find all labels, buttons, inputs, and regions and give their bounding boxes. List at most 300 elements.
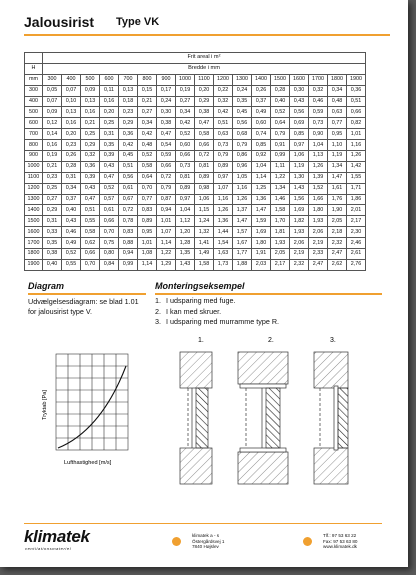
table-cell: 1,35 — [176, 249, 195, 260]
table-cell: 0,47 — [81, 194, 100, 205]
table-cell: 1,63 — [214, 249, 233, 260]
table-cell: 2,32 — [328, 238, 347, 249]
table-cell: 0,59 — [309, 107, 328, 118]
table-cell: 0,72 — [119, 205, 138, 216]
table-cell: 1,07 — [214, 183, 233, 194]
table-cell: 1,41 — [195, 238, 214, 249]
table-cell: 2,05 — [328, 216, 347, 227]
row-height-value: 700 — [25, 129, 43, 140]
table-row — [25, 216, 366, 227]
table-row — [25, 205, 366, 216]
table-row — [25, 107, 366, 118]
table-cell: 0,98 — [195, 183, 214, 194]
table-cell: 1,01 — [157, 216, 176, 227]
table-cell: 1,28 — [176, 238, 195, 249]
table-cell: 1,37 — [233, 205, 252, 216]
table-cell: 0,16 — [43, 140, 62, 151]
figure-1-label: 1. — [198, 337, 204, 344]
table-cell: 0,52 — [100, 183, 119, 194]
table-cell: 0,18 — [119, 96, 138, 107]
table-row — [25, 249, 366, 260]
table-cell: 1,16 — [233, 183, 252, 194]
table-cell: 1,88 — [233, 259, 252, 270]
table-cell: 2,06 — [309, 227, 328, 238]
table-cell: 1,46 — [271, 194, 290, 205]
table-cell: 0,23 — [62, 140, 81, 151]
table-cell: 0,66 — [81, 249, 100, 260]
table-cell: 0,16 — [81, 107, 100, 118]
table-cell: 0,25 — [43, 183, 62, 194]
pressure-loss-chart — [28, 338, 146, 478]
table-cell: 0,28 — [62, 161, 81, 172]
table-cell: 1,86 — [347, 194, 366, 205]
table-cell: 0,27 — [43, 194, 62, 205]
table-cell: 1,58 — [271, 205, 290, 216]
table-cell: 0,64 — [271, 118, 290, 129]
table-row — [25, 151, 366, 162]
table-cell: 1,06 — [195, 194, 214, 205]
table-cell: 2,76 — [347, 259, 366, 270]
table-cell: 0,56 — [233, 118, 252, 129]
table-cell: 0,34 — [138, 118, 157, 129]
table-cell: 0,34 — [328, 85, 347, 96]
row-height-value: 300 — [25, 85, 43, 96]
mounting-item: 3. I udsparing med murramme type R. — [155, 317, 280, 326]
table-cell: 0,73 — [214, 140, 233, 151]
table-cell: 0,43 — [81, 183, 100, 194]
table-cell: 1,47 — [252, 205, 271, 216]
table-cell: 0,62 — [81, 238, 100, 249]
table-cell: 0,46 — [309, 96, 328, 107]
table-cell: 1,26 — [233, 194, 252, 205]
table-cell: 1,20 — [176, 227, 195, 238]
table-cell: 1,19 — [290, 161, 309, 172]
table-cell: 0,36 — [347, 85, 366, 96]
table-cell: 1,26 — [347, 151, 366, 162]
table-cell: 1,43 — [176, 259, 195, 270]
table-cell: 0,89 — [138, 216, 157, 227]
table-cell: 0,19 — [43, 151, 62, 162]
table-cell: 1,22 — [271, 172, 290, 183]
table-cell: 0,61 — [100, 205, 119, 216]
table-cell: 0,52 — [138, 151, 157, 162]
table-cell: 0,30 — [157, 107, 176, 118]
figure-2-label: 2. — [268, 337, 274, 344]
table-cell: 1,19 — [328, 151, 347, 162]
table-cell: 0,46 — [62, 227, 81, 238]
table-cell: 0,42 — [138, 129, 157, 140]
table-cell: 0,58 — [195, 129, 214, 140]
table-cell: 0,31 — [43, 216, 62, 227]
table-cell: 1,47 — [328, 172, 347, 183]
table-cell: 0,89 — [176, 183, 195, 194]
table-cell: 0,19 — [176, 85, 195, 96]
table-cell: 2,33 — [309, 249, 328, 260]
row-height-value: 1600 — [25, 227, 43, 238]
table-cell: 1,93 — [290, 227, 309, 238]
table-cell: 0,27 — [176, 96, 195, 107]
row-height-value: 1500 — [25, 216, 43, 227]
table-cell: 0,15 — [138, 85, 157, 96]
table-cell: 1,11 — [271, 161, 290, 172]
page-subtitle: Type VK — [116, 16, 160, 28]
table-cell: 0,68 — [233, 129, 252, 140]
table-cell: 2,17 — [347, 216, 366, 227]
table-row — [25, 161, 366, 172]
table-cell: 2,47 — [309, 259, 328, 270]
table-cell: 0,42 — [119, 140, 138, 151]
table-cell: 1,25 — [252, 183, 271, 194]
table-cell: 0,32 — [309, 85, 328, 96]
table-cell: 1,26 — [309, 161, 328, 172]
table-cell: 0,26 — [252, 85, 271, 96]
table-cell: 2,19 — [309, 238, 328, 249]
width-header: Bredde i mm — [43, 63, 366, 74]
footer-divider — [24, 523, 382, 524]
table-cell: 0,84 — [100, 259, 119, 270]
table-cell: 0,60 — [176, 140, 195, 151]
table-cell: 0,66 — [176, 151, 195, 162]
table-cell: 0,40 — [271, 96, 290, 107]
table-cell: 0,35 — [100, 140, 119, 151]
table-cell: 0,95 — [328, 129, 347, 140]
table-cell: 2,61 — [347, 249, 366, 260]
table-cell: 0,79 — [233, 140, 252, 151]
column-header: 500 — [81, 74, 100, 85]
contact-bullet-icon — [303, 537, 312, 546]
table-cell: 0,13 — [62, 107, 81, 118]
mounting-heading: Monteringseksempel — [155, 281, 382, 295]
free-area-table — [24, 52, 366, 271]
table-cell: 0,32 — [81, 151, 100, 162]
table-cell: 0,82 — [347, 118, 366, 129]
table-cell: 0,16 — [100, 96, 119, 107]
table-cell: 0,12 — [43, 118, 62, 129]
column-header: 1700 — [309, 74, 328, 85]
table-cell: 1,58 — [195, 259, 214, 270]
table-cell: 1,06 — [290, 151, 309, 162]
table-cell: 0,34 — [62, 183, 81, 194]
table-cell: 0,77 — [328, 118, 347, 129]
table-cell: 0,43 — [100, 161, 119, 172]
table-cell: 0,60 — [252, 118, 271, 129]
company-contact: Tlf.: 97 53 63 22 Fax: 97 53 63 80 www.klimatek.dk — [323, 533, 358, 550]
column-header: 700 — [119, 74, 138, 85]
column-header: 1300 — [233, 74, 252, 85]
table-cell: 0,42 — [176, 118, 195, 129]
table-cell: 2,30 — [347, 227, 366, 238]
table-cell: 1,26 — [214, 205, 233, 216]
chart-grid — [56, 354, 128, 450]
table-cell: 0,63 — [214, 129, 233, 140]
table-cell: 1,34 — [271, 183, 290, 194]
table-cell: 0,11 — [100, 85, 119, 96]
page-title: Jalousirist — [24, 14, 95, 30]
table-cell: 2,47 — [328, 249, 347, 260]
table-cell: 0,16 — [62, 118, 81, 129]
table-cell: 0,51 — [81, 205, 100, 216]
table-cell: 0,79 — [157, 183, 176, 194]
table-cell: 0,45 — [233, 107, 252, 118]
table-cell: 0,26 — [62, 151, 81, 162]
table-cell: 1,16 — [214, 194, 233, 205]
table-cell: 1,70 — [271, 216, 290, 227]
table-cell: 0,74 — [252, 129, 271, 140]
table-cell: 0,24 — [157, 96, 176, 107]
table-cell: 0,61 — [119, 183, 138, 194]
row-height-value: 1300 — [25, 194, 43, 205]
table-cell: 1,36 — [214, 216, 233, 227]
table-cell: 0,81 — [176, 172, 195, 183]
table-cell: 1,90 — [328, 205, 347, 216]
table-cell: 1,04 — [309, 140, 328, 151]
address-bullet-icon — [172, 537, 181, 546]
title-row — [24, 14, 390, 36]
column-header: 600 — [100, 74, 119, 85]
mounting-figures — [168, 330, 378, 490]
table-cell: 0,43 — [290, 96, 309, 107]
table-cell: 1,77 — [233, 249, 252, 260]
table-cell: 1,73 — [214, 259, 233, 270]
table-cell: 0,40 — [62, 205, 81, 216]
table-cell: 1,81 — [271, 227, 290, 238]
table-cell: 1,69 — [290, 205, 309, 216]
table-cell: 0,35 — [233, 96, 252, 107]
table-cell: 1,39 — [309, 172, 328, 183]
table-cell: 0,69 — [290, 118, 309, 129]
table-cell: 0,31 — [100, 129, 119, 140]
table-cell: 0,66 — [157, 161, 176, 172]
table-cell: 0,21 — [138, 96, 157, 107]
table-cell: 1,57 — [233, 227, 252, 238]
table-cell: 1,05 — [233, 172, 252, 183]
table-cell: 0,58 — [81, 227, 100, 238]
table-cell: 1,22 — [157, 249, 176, 260]
table-cell: 0,96 — [233, 161, 252, 172]
row-height-value: 1200 — [25, 183, 43, 194]
table-cell: 0,33 — [43, 227, 62, 238]
column-header: 300 — [43, 74, 62, 85]
table-cell: 0,54 — [157, 140, 176, 151]
table-cell: 0,14 — [43, 129, 62, 140]
row-height-value: 400 — [25, 96, 43, 107]
table-cell: 0,22 — [214, 85, 233, 96]
table-cell: 0,83 — [138, 205, 157, 216]
table-cell: 0,47 — [157, 129, 176, 140]
table-cell: 1,13 — [309, 151, 328, 162]
row-height-value: 1400 — [25, 205, 43, 216]
table-cell: 0,25 — [81, 129, 100, 140]
row-height-value: 1100 — [25, 172, 43, 183]
column-header: 1900 — [347, 74, 366, 85]
table-cell: 0,79 — [214, 151, 233, 162]
table-cell: 0,89 — [214, 161, 233, 172]
table-cell: 0,38 — [195, 107, 214, 118]
table-cell: 0,75 — [100, 238, 119, 249]
table-cell: 0,55 — [81, 216, 100, 227]
table-cell: 0,99 — [119, 259, 138, 270]
table-cell: 1,01 — [347, 129, 366, 140]
table-cell: 0,49 — [252, 107, 271, 118]
table-cell: 0,29 — [119, 118, 138, 129]
table-cell: 1,80 — [252, 238, 271, 249]
table-cell: 1,29 — [157, 259, 176, 270]
row-height-value: 900 — [25, 151, 43, 162]
diagram-description: Udvælgelsesdiagram: se blad 1.01 for jalousirist type V. — [28, 297, 139, 316]
table-cell: 1,71 — [347, 183, 366, 194]
table-cell: 0,48 — [138, 140, 157, 151]
mm-label: mm — [25, 74, 43, 85]
table-cell: 0,58 — [138, 161, 157, 172]
row-height-value: 1800 — [25, 249, 43, 260]
table-cell: 0,20 — [195, 85, 214, 96]
row-height-value: 1000 — [25, 161, 43, 172]
table-cell: 1,82 — [290, 216, 309, 227]
table-corner — [25, 53, 43, 64]
table-cell: 0,63 — [328, 107, 347, 118]
table-cell: 2,06 — [290, 238, 309, 249]
table-cell: 1,01 — [138, 238, 157, 249]
table-cell: 0,99 — [271, 151, 290, 162]
table-cell: 1,15 — [195, 205, 214, 216]
column-header: 800 — [138, 74, 157, 85]
table-row — [25, 194, 366, 205]
table-cell: 0,35 — [43, 238, 62, 249]
row-height-value: 1900 — [25, 259, 43, 270]
row-height-value: 1700 — [25, 238, 43, 249]
table-cell: 0,89 — [195, 172, 214, 183]
table-cell: 2,62 — [328, 259, 347, 270]
table-cell: 2,05 — [271, 249, 290, 260]
table-cell: 0,48 — [328, 96, 347, 107]
table-cell: 0,45 — [119, 151, 138, 162]
table-cell: 0,66 — [195, 140, 214, 151]
table-cell: 0,13 — [119, 85, 138, 96]
table-cell: 0,81 — [195, 161, 214, 172]
table-cell: 0,36 — [81, 161, 100, 172]
table-cell: 0,55 — [62, 259, 81, 270]
table-cell: 0,73 — [176, 161, 195, 172]
mounting-item: 1. I udsparing med fuge. — [155, 296, 236, 305]
table-cell: 0,20 — [100, 107, 119, 118]
figure-1 — [180, 352, 212, 484]
table-cell: 0,29 — [43, 205, 62, 216]
table-cell: 0,34 — [176, 107, 195, 118]
table-cell: 1,04 — [252, 161, 271, 172]
table-cell: 0,56 — [290, 107, 309, 118]
table-row — [25, 238, 366, 249]
table-cell: 0,43 — [62, 216, 81, 227]
y-axis-label: Tryktab [Pa] — [42, 390, 48, 420]
table-cell: 1,54 — [214, 238, 233, 249]
table-cell: 1,69 — [252, 227, 271, 238]
column-header: 900 — [157, 74, 176, 85]
table-cell: 0,94 — [119, 249, 138, 260]
table-cell: 0,05 — [43, 85, 62, 96]
table-cell: 0,31 — [62, 172, 81, 183]
column-header: 1000 — [176, 74, 195, 85]
free-area-header: Frit areal i m² — [43, 53, 366, 64]
table-row — [25, 129, 366, 140]
table-cell: 0,66 — [100, 216, 119, 227]
table-cell: 0,77 — [138, 194, 157, 205]
table-cell: 1,61 — [328, 183, 347, 194]
table-cell: 1,56 — [290, 194, 309, 205]
table-cell: 0,37 — [252, 96, 271, 107]
table-cell: 1,10 — [328, 140, 347, 151]
table-cell: 2,19 — [290, 249, 309, 260]
table-cell: 0,97 — [176, 194, 195, 205]
column-header: 400 — [62, 74, 81, 85]
table-cell: 0,21 — [43, 161, 62, 172]
table-cell: 1,52 — [309, 183, 328, 194]
table-row — [25, 118, 366, 129]
table-cell: 1,93 — [271, 238, 290, 249]
table-row — [25, 85, 366, 96]
table-cell: 0,78 — [119, 216, 138, 227]
table-cell: 2,32 — [290, 259, 309, 270]
table-cell: 0,37 — [62, 194, 81, 205]
table-cell: 1,44 — [214, 227, 233, 238]
column-header: 1500 — [271, 74, 290, 85]
x-axis-label: Lufthastighed [m/s] — [64, 460, 112, 466]
figure-3 — [314, 352, 348, 484]
figure-2 — [238, 352, 288, 484]
table-cell: 0,09 — [43, 107, 62, 118]
table-cell: 0,17 — [157, 85, 176, 96]
row-height-value: 500 — [25, 107, 43, 118]
column-header: 1800 — [328, 74, 347, 85]
table-cell: 1,42 — [347, 161, 366, 172]
table-cell: 0,66 — [347, 107, 366, 118]
table-cell: 0,47 — [100, 172, 119, 183]
table-cell: 0,80 — [100, 249, 119, 260]
diagram-heading: Diagram — [28, 281, 146, 295]
table-cell: 0,73 — [309, 118, 328, 129]
table-cell: 0,40 — [43, 259, 62, 270]
table-cell: 0,51 — [119, 161, 138, 172]
table-row — [25, 259, 366, 270]
table-cell: 1,24 — [195, 216, 214, 227]
table-cell: 1,14 — [138, 259, 157, 270]
table-cell: 0,97 — [214, 172, 233, 183]
table-cell: 1,55 — [347, 172, 366, 183]
table-cell: 0,10 — [62, 96, 81, 107]
table-cell: 1,32 — [195, 227, 214, 238]
table-cell: 1,36 — [252, 194, 271, 205]
table-cell: 0,90 — [309, 129, 328, 140]
table-cell: 0,52 — [176, 129, 195, 140]
table-cell: 0,56 — [119, 172, 138, 183]
table-cell: 0,09 — [81, 85, 100, 96]
table-cell: 0,51 — [214, 118, 233, 129]
height-label: H — [25, 63, 43, 74]
company-logo: klimatek — [24, 527, 90, 546]
table-cell: 1,08 — [138, 249, 157, 260]
table-row — [25, 183, 366, 194]
row-height-value: 800 — [25, 140, 43, 151]
table-cell: 1,76 — [328, 194, 347, 205]
table-cell: 0,32 — [214, 96, 233, 107]
table-cell: 0,51 — [347, 96, 366, 107]
table-cell: 0,28 — [271, 85, 290, 96]
table-cell: 0,59 — [157, 151, 176, 162]
table-cell: 0,94 — [157, 205, 176, 216]
table-cell: 0,23 — [119, 107, 138, 118]
table-cell: 0,83 — [119, 227, 138, 238]
table-cell: 0,52 — [271, 107, 290, 118]
table-cell: 2,01 — [347, 205, 366, 216]
